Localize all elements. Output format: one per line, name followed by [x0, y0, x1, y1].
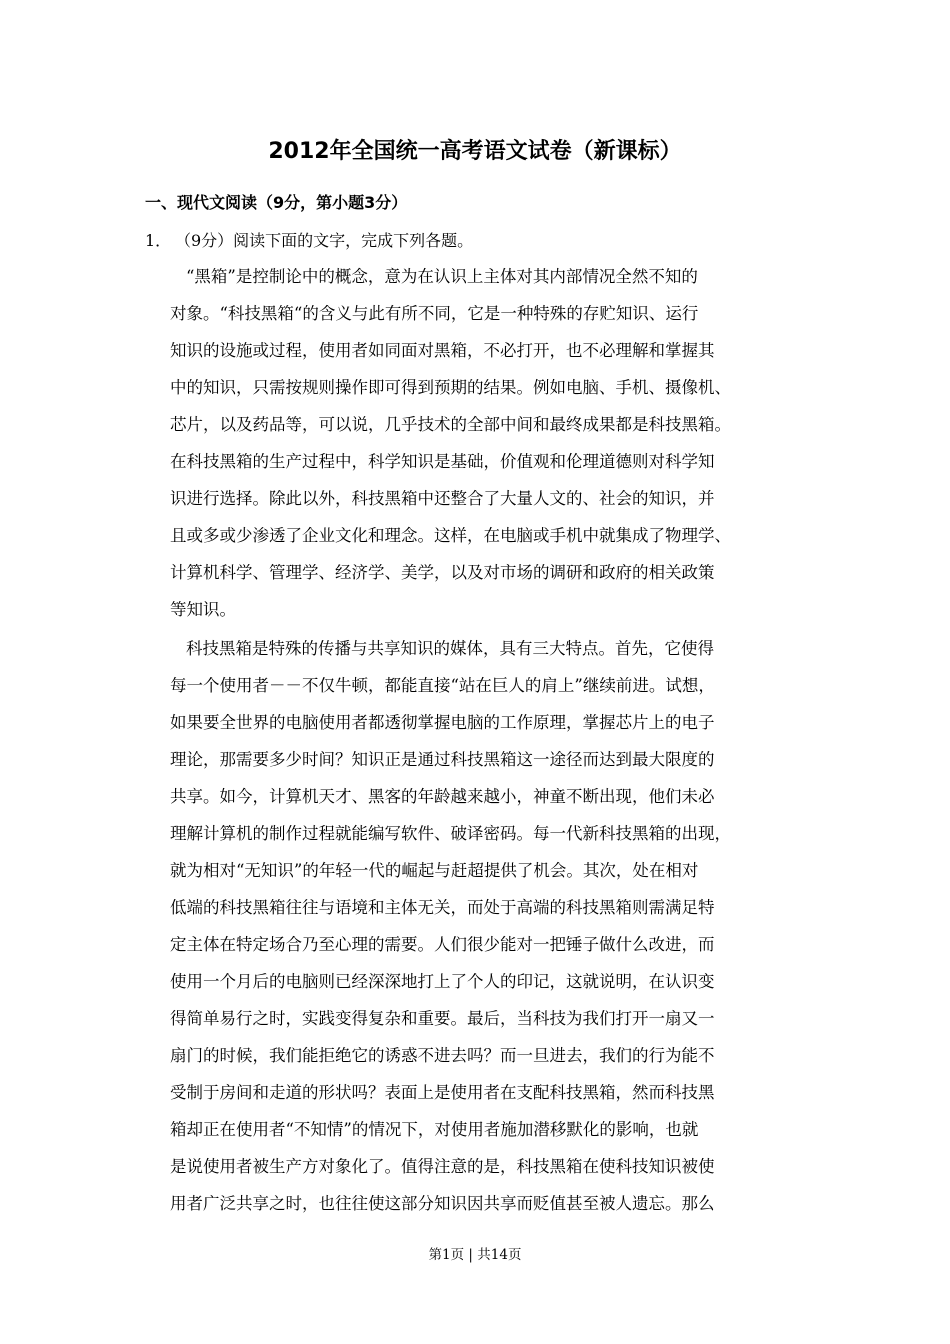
paragraph-line: 每一个使用者－－不仅牛顿，都能直接“站在巨人的肩上”继续前进。试想，: [170, 676, 715, 695]
paragraph-line: 用者广泛共享之时，也往往使这部分知识因共享而贬值甚至被人遗忘。那么: [170, 1194, 715, 1213]
paragraph-line: 理解计算机的制作过程就能编写软件、破译密码。每一代新科技黑箱的出现，: [170, 824, 731, 843]
paragraph-line: 低端的科技黑箱往往与语境和主体无关，而处于高端的科技黑箱则需满足特: [170, 898, 715, 917]
page-footer: 第1页 | 共14页: [428, 1247, 522, 1263]
paragraph-line: 计算机科学、管理学、经济学、美学，以及对市场的调研和政府的相关政策: [170, 563, 715, 582]
paragraph-line: 识进行选择。除此以外，科技黑箱中还整合了大量人文的、社会的知识，并: [170, 489, 715, 508]
passage-paragraph-2: [170, 630, 820, 1222]
section-heading: 一、现代文阅读（9分，第小题3分）: [145, 193, 408, 212]
paragraph-line: 在科技黑箱的生产过程中，科学知识是基础，价值观和伦理道德则对科学知: [170, 452, 715, 471]
paragraph-line: 是说使用者被生产方对象化了。值得注意的是，科技黑箱在使科技知识被使: [170, 1157, 715, 1176]
paragraph-line: “黑箱”是控制论中的概念，意为在认识上主体对其内部情况全然不知的: [186, 267, 698, 286]
paragraph-line: 等知识。: [170, 600, 236, 619]
paragraph-line: 就为相对“无知识”的年轻一代的崛起与赶超提供了机会。其次，处在相对: [170, 861, 699, 880]
question-line: [145, 228, 473, 251]
paragraph-line: 科技黑箱是特殊的传播与共享知识的媒体，具有三大特点。首先，它使得: [186, 639, 714, 658]
paragraph-line: 如果要全世界的电脑使用者都透彻掌握电脑的工作原理，掌握芯片上的电子: [170, 713, 715, 732]
paragraph-line: 理论，那需要多少时间？知识正是通过科技黑箱这一途径而达到最大限度的: [170, 750, 715, 769]
question-number: 1．: [145, 231, 172, 250]
paragraph-line: 箱却正在使用者“不知情”的情况下，对使用者施加潜移默化的影响，也就: [170, 1120, 699, 1139]
paragraph-line: 共享。如今，计算机天才、黑客的年龄越来越小，神童不断出现，他们未必: [170, 787, 715, 806]
paragraph-line: 定主体在特定场合乃至心理的需要。人们很少能对一把锤子做什么改进，而: [170, 935, 715, 954]
paragraph-line: 受制于房间和走道的形状吗？表面上是使用者在支配科技黑箱，然而科技黑: [170, 1083, 715, 1102]
paragraph-line: 对象。“科技黑箱“的含义与此有所不同，它是一种特殊的存贮知识、运行: [170, 304, 699, 323]
passage-paragraph-1: [170, 258, 820, 628]
paragraph-line: 且或多或少渗透了企业文化和理念。这样，在电脑或手机中就集成了物理学、: [170, 526, 731, 545]
paragraph-line: 扇门的时候，我们能拒绝它的诱惑不进去吗？而一旦进去，我们的行为能不: [170, 1046, 715, 1065]
paragraph-line: 芯片，以及药品等，可以说，几乎技术的全部中间和最终成果都是科技黑箱。: [170, 415, 731, 434]
paragraph-line: 知识的设施或过程，使用者如同面对黑箱，不必打开，也不必理解和掌握其: [170, 341, 715, 360]
paragraph-line: 使用一个月后的电脑则已经深深地打上了个人的印记，这就说明，在认识变: [170, 972, 715, 991]
paragraph-line: 中的知识，只需按规则操作即可得到预期的结果。例如电脑、手机、摄像机、: [170, 378, 731, 397]
paragraph-line: 得简单易行之时，实践变得复杂和重要。最后，当科技为我们打开一扇又一: [170, 1009, 715, 1028]
question-instruction: （9分）阅读下面的文字，完成下列各题。: [175, 231, 474, 250]
document-title: 2012年全国统一高考语文试卷（新课标）: [268, 139, 682, 164]
